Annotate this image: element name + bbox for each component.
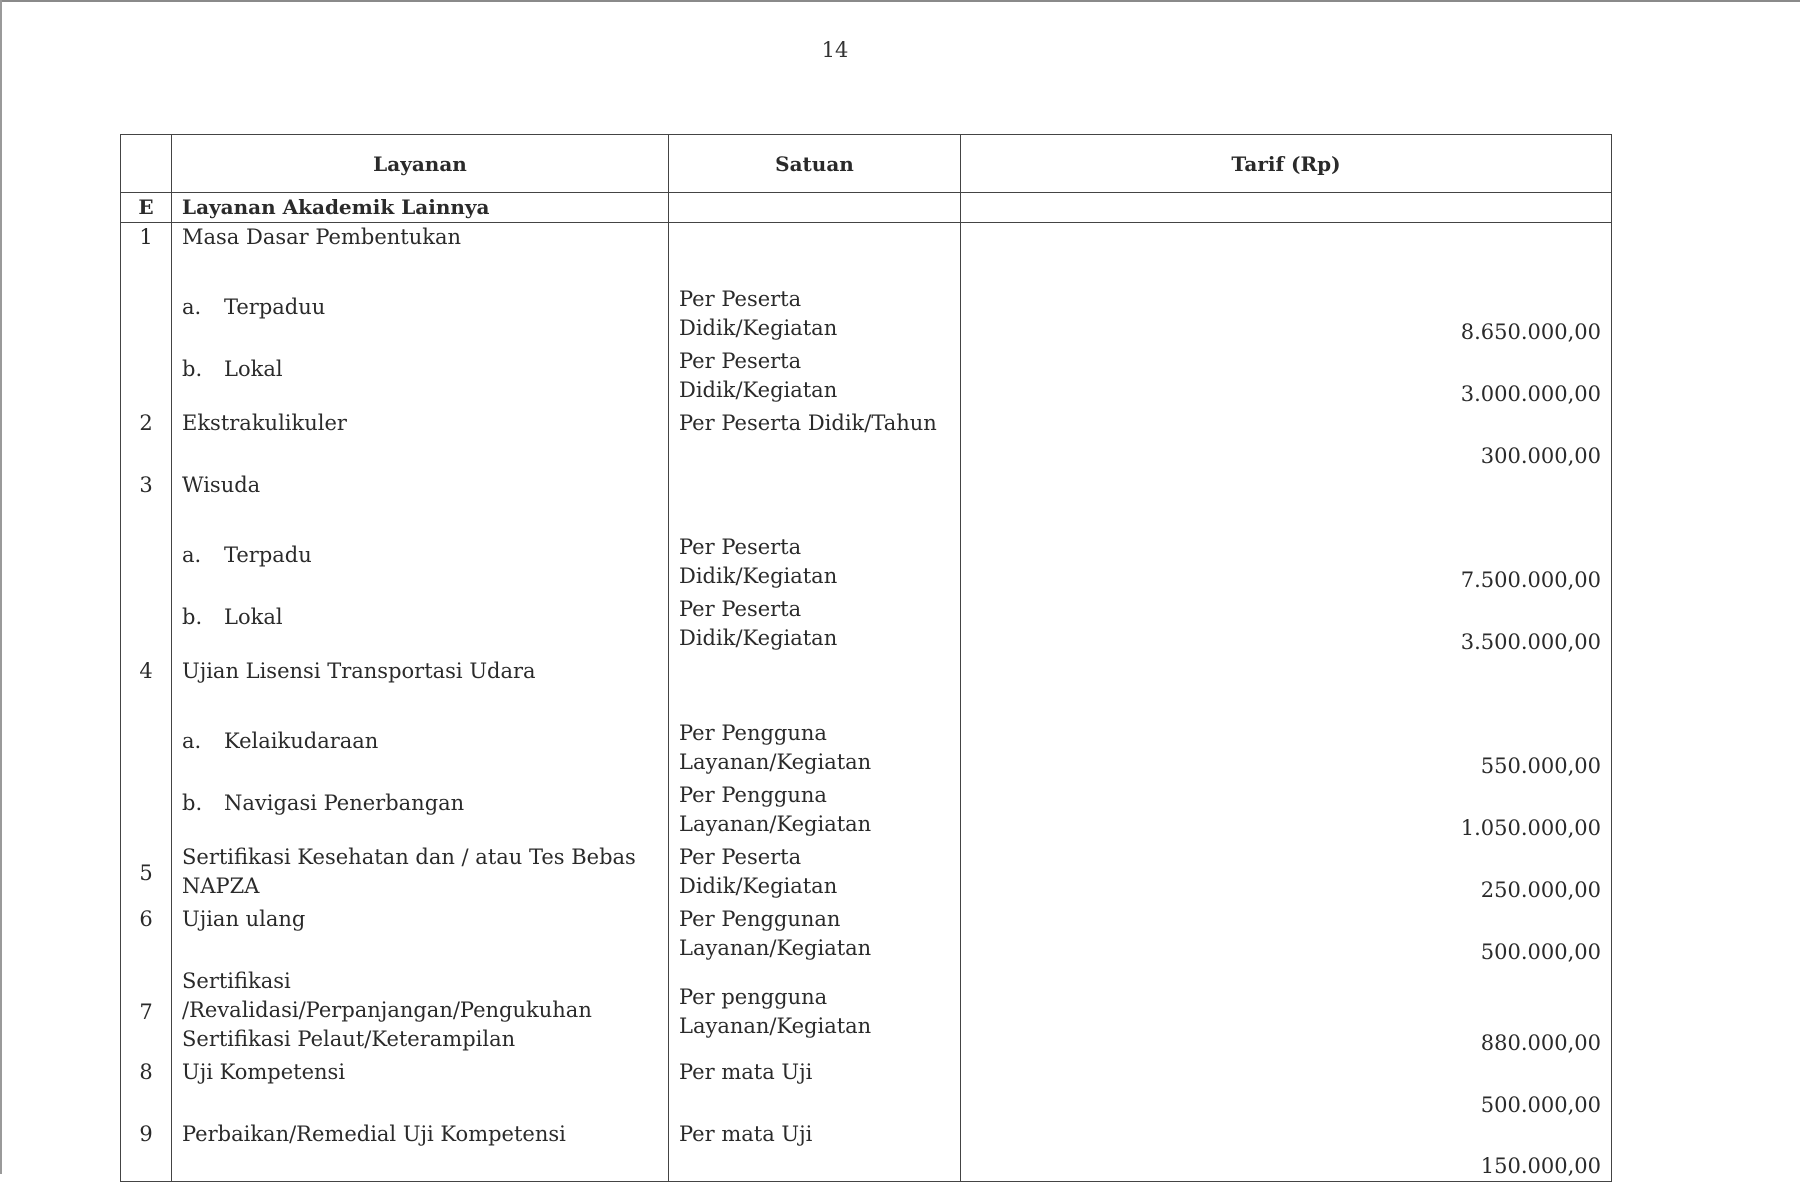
satuan-line: Didik/Kegiatan — [679, 625, 838, 650]
row-satuan — [669, 223, 961, 285]
layanan-line: Sertifikasi — [182, 968, 291, 993]
row-tarif: 300.000,00 — [961, 409, 1612, 471]
row-satuan — [669, 1058, 961, 1120]
row-layanan — [172, 533, 669, 595]
table-rows — [121, 223, 1612, 1182]
table-row — [121, 471, 1612, 533]
header-number — [121, 135, 172, 193]
row-layanan — [172, 595, 669, 657]
row-satuan — [669, 1120, 961, 1182]
satuan-line: Layanan/Kegiatan — [679, 1014, 872, 1038]
table-row — [121, 843, 1612, 905]
page-number: 14 — [821, 38, 849, 62]
row-number: 1 — [121, 223, 172, 285]
satuan-line: Layanan/Kegiatan — [679, 749, 872, 774]
layanan-line: NAPZA — [182, 873, 260, 898]
table-row — [121, 533, 1612, 595]
row-tarif — [961, 471, 1612, 533]
row-tarif: 250.000,00 — [961, 843, 1612, 905]
row-layanan — [172, 1120, 669, 1182]
layanan-line: Sertifikasi Kesehatan dan / atau Tes Bebas — [182, 844, 636, 869]
row-number — [121, 781, 172, 843]
row-satuan — [669, 533, 961, 595]
layanan-line: /Revalidasi/Perpanjangan/Pengukuhan — [182, 997, 592, 1022]
row-number: 7 — [121, 967, 172, 1058]
sub-item-label: a. — [182, 542, 202, 567]
table-row — [121, 1058, 1612, 1120]
row-number — [121, 285, 172, 347]
scan-top-edge — [0, 0, 1800, 2]
sub-item-text: Navigasi Penerbangan — [224, 790, 465, 815]
row-tarif: 150.000,00 — [961, 1120, 1612, 1182]
row-tarif: 500.000,00 — [961, 905, 1612, 967]
header-layanan: Layanan — [172, 135, 669, 193]
scan-left-edge — [0, 0, 2, 1174]
row-satuan — [669, 595, 961, 657]
satuan-line: Per mata Uji — [679, 1059, 813, 1084]
satuan-line: Didik/Kegiatan — [679, 563, 838, 588]
row-layanan — [172, 223, 669, 285]
sub-item-text: Terpadu — [224, 542, 312, 567]
row-number: 6 — [121, 905, 172, 967]
table-row — [121, 719, 1612, 781]
layanan-line: Ujian Lisensi Transportasi Udara — [182, 658, 536, 683]
row-satuan — [669, 409, 961, 471]
row-layanan — [172, 719, 669, 781]
layanan-line: Sertifikasi Pelaut/Keterampilan — [182, 1026, 516, 1051]
sub-item-text: Lokal — [224, 356, 283, 381]
table-row — [121, 781, 1612, 843]
satuan-line: Didik/Kegiatan — [679, 377, 838, 402]
table-row — [121, 1120, 1612, 1182]
row-tarif — [961, 223, 1612, 285]
row-satuan — [669, 471, 961, 533]
sub-item-label: a. — [182, 294, 202, 319]
row-number — [121, 719, 172, 781]
table-row — [121, 409, 1612, 471]
section-title: Layanan Akademik Lainnya — [172, 193, 669, 223]
row-tarif — [961, 657, 1612, 719]
table-row — [121, 595, 1612, 657]
row-tarif: 880.000,00 — [961, 967, 1612, 1058]
row-number: 8 — [121, 1058, 172, 1120]
satuan-line: Layanan/Kegiatan — [679, 811, 872, 836]
satuan-line: Per Pengguna — [679, 720, 827, 745]
table-row — [121, 905, 1612, 967]
sub-item-text: Kelaikudaraan — [224, 728, 379, 753]
sub-item-label: b. — [182, 356, 203, 381]
satuan-line: Per pengguna — [679, 985, 828, 1009]
satuan-line: Per Peserta — [679, 286, 802, 311]
row-layanan — [172, 843, 669, 905]
row-tarif: 500.000,00 — [961, 1058, 1612, 1120]
table-row — [121, 223, 1612, 285]
sub-item-label: b. — [182, 604, 203, 629]
sub-item-label: a. — [182, 728, 202, 753]
sub-item-text: Lokal — [224, 604, 283, 629]
satuan-line: Per mata Uji — [679, 1121, 813, 1146]
table-row — [121, 967, 1612, 1058]
row-satuan — [669, 347, 961, 409]
row-layanan — [172, 967, 669, 1058]
layanan-line: Masa Dasar Pembentukan — [182, 225, 462, 249]
row-layanan — [172, 905, 669, 967]
row-number — [121, 533, 172, 595]
row-tarif: 8.650.000,00 — [961, 285, 1612, 347]
satuan-line: Didik/Kegiatan — [679, 873, 838, 898]
row-tarif: 1.050.000,00 — [961, 781, 1612, 843]
table-row — [121, 657, 1612, 719]
table-header-row — [121, 135, 1612, 193]
satuan-line: Didik/Kegiatan — [679, 315, 838, 340]
satuan-line: Per Peserta — [679, 534, 802, 559]
header-tarif: Tarif (Rp) — [961, 135, 1612, 193]
layanan-line: Uji Kompetensi — [182, 1059, 346, 1084]
tariff-table — [120, 134, 1612, 1182]
row-tarif: 3.500.000,00 — [961, 595, 1612, 657]
row-number: 2 — [121, 409, 172, 471]
section-tarif-empty — [961, 193, 1612, 223]
row-layanan — [172, 657, 669, 719]
row-satuan — [669, 285, 961, 347]
satuan-line: Per Peserta — [679, 348, 802, 373]
row-layanan — [172, 347, 669, 409]
row-number — [121, 347, 172, 409]
satuan-line: Per Pengguna — [679, 782, 827, 807]
satuan-line: Layanan/Kegiatan — [679, 935, 872, 960]
section-code: E — [121, 193, 172, 223]
row-satuan — [669, 843, 961, 905]
row-satuan — [669, 719, 961, 781]
section-satuan-empty — [669, 193, 961, 223]
layanan-line: Wisuda — [182, 472, 261, 497]
row-tarif: 7.500.000,00 — [961, 533, 1612, 595]
row-layanan — [172, 781, 669, 843]
row-layanan — [172, 1058, 669, 1120]
sub-item-label: b. — [182, 790, 203, 815]
satuan-line: Per Penggunan — [679, 906, 841, 931]
row-tarif: 550.000,00 — [961, 719, 1612, 781]
row-satuan — [669, 781, 961, 843]
row-number — [121, 595, 172, 657]
row-number: 3 — [121, 471, 172, 533]
row-number: 4 — [121, 657, 172, 719]
layanan-line: Ekstrakulikuler — [182, 410, 347, 435]
row-number: 9 — [121, 1120, 172, 1182]
satuan-line: Per Peserta — [679, 596, 802, 621]
row-satuan — [669, 657, 961, 719]
row-layanan — [172, 471, 669, 533]
row-layanan — [172, 285, 669, 347]
row-tarif: 3.000.000,00 — [961, 347, 1612, 409]
satuan-line: Per Peserta — [679, 844, 802, 869]
satuan-line: Per Peserta Didik/Tahun — [679, 410, 937, 435]
row-number: 5 — [121, 843, 172, 905]
layanan-line: Ujian ulang — [182, 906, 306, 931]
row-satuan — [669, 905, 961, 967]
sub-item-text: Terpaduu — [224, 294, 326, 319]
table-row — [121, 347, 1612, 409]
layanan-line: Perbaikan/Remedial Uji Kompetensi — [182, 1121, 566, 1146]
row-satuan — [669, 967, 961, 1058]
row-layanan — [172, 409, 669, 471]
table-row — [121, 285, 1612, 347]
header-satuan: Satuan — [669, 135, 961, 193]
section-row — [121, 193, 1612, 223]
